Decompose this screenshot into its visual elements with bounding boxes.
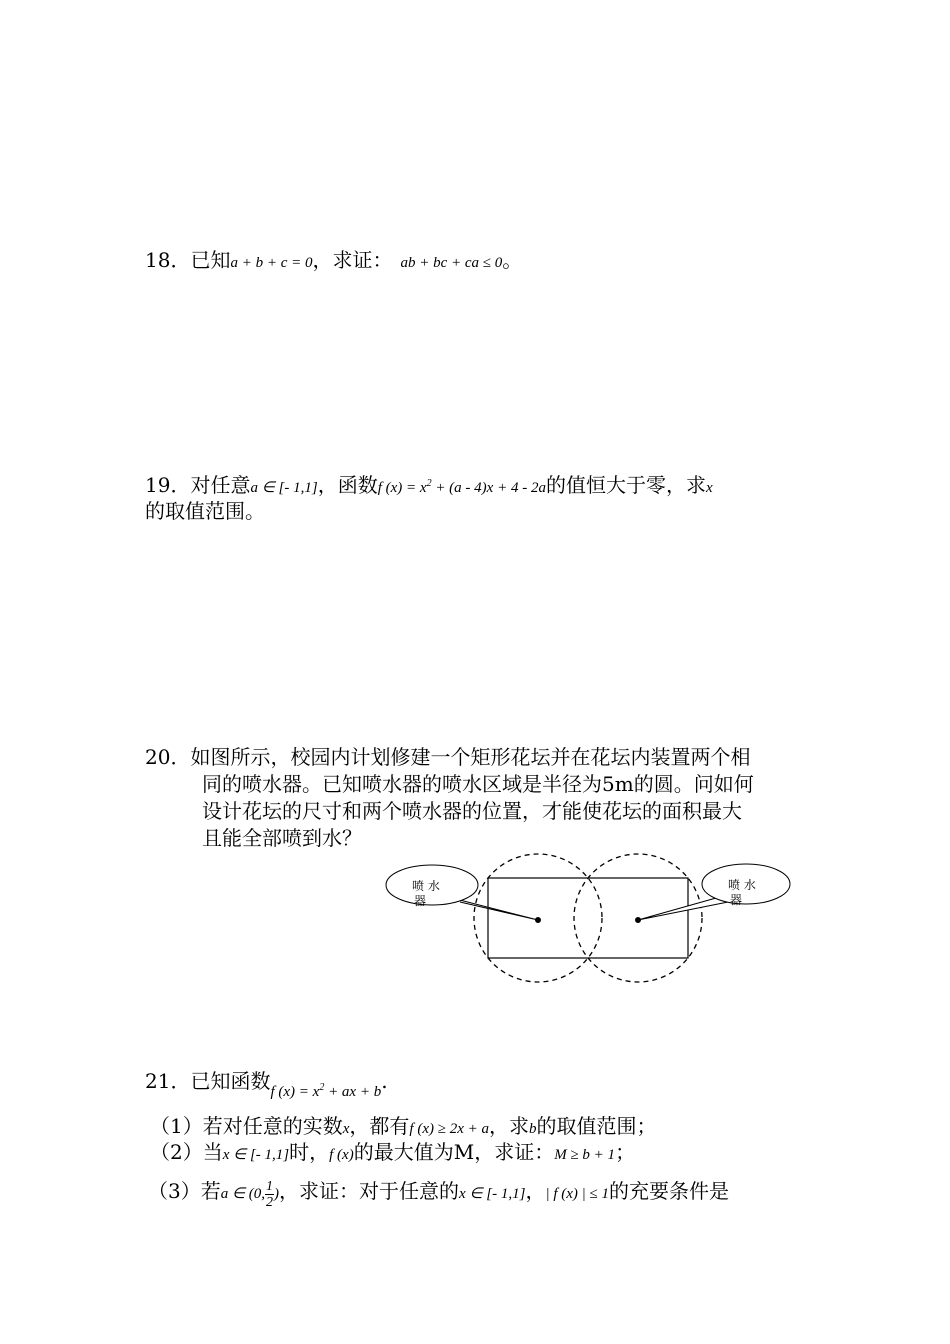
math-expression: f (x) = x2 + ax + b [270, 1082, 382, 1100]
question-20-line-3: 设计花坛的尺寸和两个喷水器的位置，才能使花坛的面积最大 [202, 799, 742, 823]
math-variable: x [705, 480, 713, 496]
question-19: 19．对任意a ∈ [- 1,1]，函数f $(x) = x^2 + (a - 4)x + 4 - 2a$的值恒大于零，求x [145, 473, 713, 497]
callout-label-right-2: 器 [730, 893, 743, 907]
math-expression: f (x) ≥ 2x + a [409, 1121, 489, 1137]
math-expression: a ∈ (0, $\frac{1}{2}$ ) [220, 1179, 280, 1211]
question-21: 21．已知函数$_{f (x) = x^2 + ax + b}$. [145, 1069, 388, 1100]
question-20-line-2: 同的喷水器。已知喷水器的喷水区域是半径为5m的圆。问如何 [202, 772, 754, 796]
math-expression: a + b + c = 0 [230, 255, 313, 271]
math-expression: x ∈ [- 1,1] [459, 1186, 526, 1202]
math-expression: x ∈ [- 1,1] [222, 1147, 290, 1163]
question-21-part-1: （1）若对任意的实数x，都有f (x) ≥ 2x + a，求b的取值范围； [150, 1114, 657, 1138]
callout-label-left: 喷 水 [412, 879, 440, 893]
math-expression: a ∈ [- 1,1] [250, 480, 318, 496]
callout-label-right: 喷 水 [728, 878, 756, 892]
question-number: 18． [145, 248, 191, 272]
question-19-line-2: 的取值范围。 [145, 499, 265, 523]
question-18: 18．已知a + b + c = 0，求证： ab + bc + ca ≤ 0。 [145, 248, 523, 272]
math-expression: | f (x) | ≤ 1 [545, 1186, 609, 1202]
question-21-part-3: （3）若a ∈ (0, $\frac{1}{2}$ )，求证：对于任意的x ∈ [- 1,1]，| f (x) | ≤ 1的充要条件是 [148, 1179, 729, 1211]
question-21-part-2: （2）当x ∈ [- 1,1]时，f (x)的最大值为M，求证：M ≥ b + 1； [150, 1140, 636, 1164]
flower-bed-rectangle [488, 878, 688, 958]
question-20-line-4: 且能全部喷到水？ [202, 826, 362, 850]
question-number: 19． [145, 473, 191, 497]
fraction: $\frac{1}{2}$ [266, 1179, 274, 1211]
math-expression: f $(x) = x^2 + (a - 4)x + 4 - 2a$ [377, 478, 546, 496]
question-number: 21． [145, 1069, 191, 1093]
callout-pointer-right [638, 898, 728, 920]
callout-label-left-2: 器 [414, 894, 427, 908]
question-number: 20． [145, 745, 191, 769]
sprinkler-diagram [380, 848, 800, 993]
question-20: 20．如图所示，校园内计划修建一个矩形花坛并在花坛内装置两个相 [145, 745, 751, 769]
math-expression: ab + bc + ca ≤ 0 [400, 255, 503, 271]
math-expression: M ≥ b + 1 [554, 1147, 616, 1163]
